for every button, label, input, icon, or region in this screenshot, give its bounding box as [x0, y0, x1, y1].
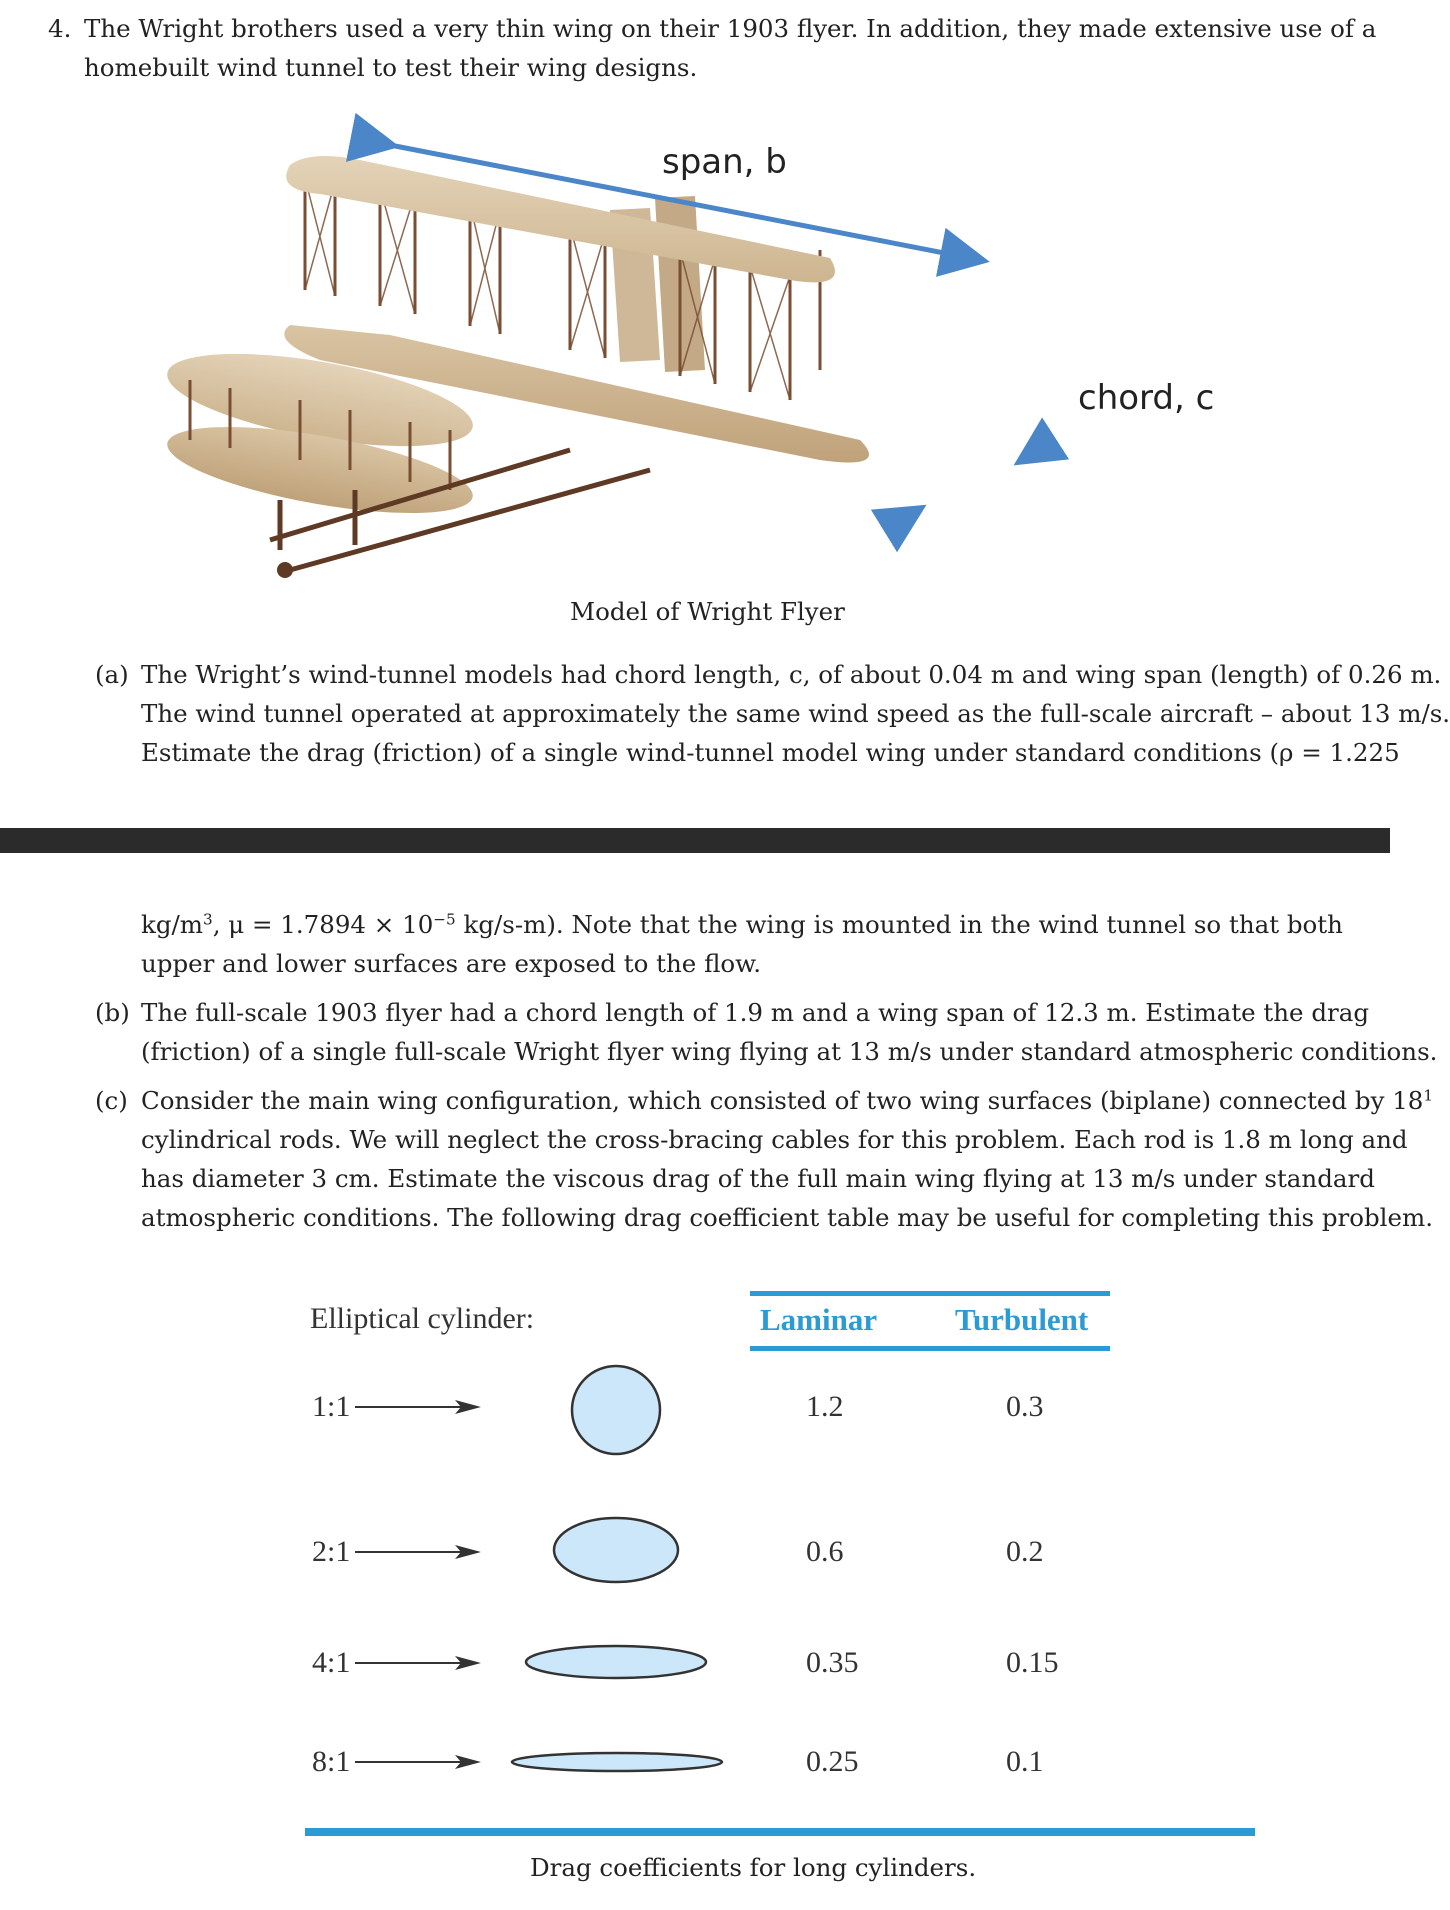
table-title: Elliptical cylinder:	[310, 1302, 535, 1335]
row-4-ellipse	[508, 1749, 726, 1775]
row-1-ellipse	[568, 1362, 664, 1458]
wright-flyer-figure	[150, 130, 1250, 600]
row-1-turbulent: 0.3	[1006, 1390, 1044, 1423]
problem-number: 4.	[48, 14, 72, 43]
row-2-arrow	[355, 1537, 485, 1567]
row-1-arrow	[355, 1392, 485, 1422]
row-2-ellipse	[550, 1515, 682, 1585]
row-3-turbulent: 0.15	[1006, 1646, 1059, 1679]
row-2-turbulent: 0.2	[1006, 1535, 1044, 1568]
part-a-line3: Estimate the drag (friction) of a single wind-tunnel model wing under standard conditions (ρ = 1.225	[141, 738, 1400, 767]
part-a-line5: upper and lower surfaces are exposed to the flow.	[141, 949, 762, 978]
table-caption: Drag coefficients for long cylinders.	[530, 1853, 977, 1882]
part-c-label: (c)	[95, 1086, 128, 1115]
span-label: span, b	[662, 142, 787, 182]
part-a-line2: The wind tunnel operated at approximately the same wind speed as the full-scale aircraft – about 13 m/s.	[141, 699, 1450, 728]
chord-arrow-top	[1022, 442, 1050, 460]
chord-arrow-bottom	[892, 510, 918, 526]
row-1-ratio: 1:1	[312, 1390, 351, 1423]
part-a-line4: $kg/m^3$, $\mu = 1.7894 \times 10^{-5}$ kg/s-m). Note that the wing is mounted in the wind tunnel so that both	[141, 910, 1343, 939]
table-header-bottom-rule	[750, 1346, 1110, 1351]
row-3-ellipse	[522, 1642, 710, 1682]
row-4-ratio: 8:1	[312, 1745, 351, 1778]
row-4-laminar: 0.25	[806, 1745, 859, 1778]
row-2-laminar: 0.6	[806, 1535, 844, 1568]
row-4-arrow	[355, 1747, 485, 1777]
part-b-label: (b)	[95, 998, 130, 1027]
problem-intro-line1: The Wright brothers used a very thin wing on their 1903 flyer. In addition, they made extensive use of a	[84, 14, 1377, 43]
row-2-ratio: 2:1	[312, 1535, 351, 1568]
problem-intro-line2: homebuilt wind tunnel to test their wing designs.	[84, 53, 698, 82]
row-3-laminar: 0.35	[806, 1646, 859, 1679]
part-a-line1: The Wright’s wind-tunnel models had chord length, c, of about 0.04 m and wing span (length) of 0.26 m.	[141, 660, 1442, 689]
header-laminar: Laminar	[760, 1302, 878, 1337]
part-b-line1: The full-scale 1903 flyer had a chord length of 1.9 m and a wing span of 12.3 m. Estimate the drag	[141, 998, 1370, 1027]
row-4-turbulent: 0.1	[1006, 1745, 1044, 1778]
part-c-line3: has diameter 3 cm. Estimate the viscous drag of the full main wing flying at 13 m/s under standard	[141, 1164, 1375, 1193]
part-a-label: (a)	[95, 660, 129, 689]
part-b-line2: (friction) of a single full-scale Wright flyer wing flying at 13 m/s under standard atmospheric conditions.	[141, 1037, 1438, 1066]
part-c-line1: Consider the main wing configuration, which consisted of two wing surfaces (biplane) connected by $18^1$	[141, 1086, 1434, 1115]
header-turbulent: Turbulent	[955, 1302, 1089, 1337]
part-c-line2: cylindrical rods. We will neglect the cross-bracing cables for this problem. Each rod is 1.8 m long and	[141, 1125, 1408, 1154]
page-divider	[0, 828, 1390, 853]
row-3-ratio: 4:1	[312, 1646, 351, 1679]
row-3-arrow	[355, 1648, 485, 1678]
chord-label: chord, c	[1078, 378, 1215, 418]
figure-caption: Model of Wright Flyer	[570, 597, 845, 626]
table-header-top-rule	[750, 1291, 1110, 1296]
row-1-laminar: 1.2	[806, 1390, 844, 1423]
table-bottom-rule	[305, 1828, 1255, 1836]
part-c-line4: atmospheric conditions. The following drag coefficient table may be useful for completing this problem.	[141, 1203, 1434, 1232]
